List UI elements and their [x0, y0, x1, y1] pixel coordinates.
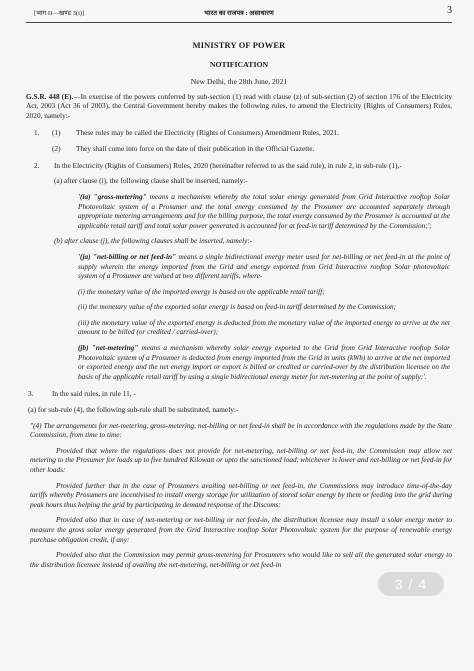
ministry-heading: MINISTRY OF POWER	[192, 41, 286, 50]
rule-2	[26, 161, 452, 171]
proviso-4: Provided also that the Commission may permit gross-metering for Prosumers who would like to sell all the generated solar energy to the distribution licensee instead of availing the net-metering, net-billing or net feed-in	[30, 550, 452, 569]
rule-1-number: 1.	[34, 127, 40, 137]
rule-3-text: In the said rules, in rule 11, -	[52, 389, 136, 399]
definition-gross-metering-term: '(ia) "gross-metering"	[78, 191, 147, 201]
definition-gross-metering-text: means a mechanism whereby the total solar energy generated from Grid Interactive rooftop Solar Photovoltaic system of a Prosumer and the total energy consumed by the Prosumer are accounted separately through appropriate metering arrangements and for the billing purpose, the total energy consumed by the Prosumer is accounted at the applicable retail tariff and total solar power generated is accounted for at feed-in tariff determined by the Commission;';	[78, 191, 450, 230]
proviso-2: Provided further that in the case of Prosumers availing net-billing or net feed-in, the Commissions may introduce time-of-the-day tariffs whereby Prosumers are incentivised to install energy storage for utilization of stored solar energy by them or feeding into the grid during peak hours thus helping the grid by participating in demand response of the Discoms:	[30, 480, 452, 509]
definition-net-metering-text: means a mechanism whereby solar energy exported to the Grid from Grid Interactive rooftop Solar Photovoltaic system of a Prosumer is deducted from energy imported from the Grid in units (kWh) to arrive at the net imported or exported energy and the net energy import or export is billed or credited or carried-over by the distribution licensee on the basis of the applicable retail tariff by using a single bidirectional energy meter for net-metering at the point of supply;'.	[78, 343, 450, 381]
rule-3-number: 3.	[28, 389, 34, 399]
rule-1-sub-2-number: (2)	[52, 144, 61, 154]
definition-net-billing-text: means a single bidirectional energy meter used for net-billing or net feed-in at the point of supply wherein the energy imported from the Grid and energy exported from Grid Interactive rooftop Solar photovoltaic system of a Prosumer are valued at two different tariffs, where-	[78, 251, 450, 281]
dateline: New Delhi, the 28th June, 2021	[190, 77, 288, 87]
rule-1-sub-1	[26, 128, 452, 138]
rule-1-sub-2	[26, 144, 452, 154]
notification-heading: NOTIFICATION	[209, 59, 269, 69]
gsr-number: G.S.R. 448 (E).	[26, 91, 74, 101]
rule-1-sub-1-number: (1)	[52, 127, 61, 137]
page-indicator: 3 / 4	[378, 572, 444, 596]
definition-net-billing-term: '(ja) "net-billing or net feed-in"	[78, 251, 177, 261]
definition-net-billing-ii: (ii) the monetary value of the exported solar energy is based on feed-in tariff determined by the Commission;	[78, 302, 397, 312]
gsr-preamble	[26, 92, 452, 121]
rule-3	[26, 389, 452, 399]
clause-a-intro: (a) after clause (i), the following clause shall be inserted, namely:-	[54, 176, 248, 186]
gsr-text: —In exercise of the powers conferred by sub-section (1) read with clause (z) of sub-section (2) of section 176 of the Electricity Act, 2003 (Act 36 of 2003), the Central Government hereby makes the following rules, to amend the Electricity (Rights of Consumers) Rules, 2020, namely:-	[26, 91, 453, 120]
definition-net-billing	[26, 252, 452, 281]
part-label: [भाग II—खण्ड 3(i)]	[34, 10, 85, 17]
proviso-1: Provided that where the regulations does not provide for net-metering, net-billing or net feed-in, the Commission may allow net metering to the Prosumer for loads up to five hundred Kilowatt or upto the sanctioned load, whichever is lower and net-billing or net feed-in for other loads:	[30, 445, 452, 474]
rule-1-sub-2-text: They shall come into force on the date of their publication in the Official Gazette.	[76, 144, 315, 154]
definition-net-metering-term: (jb) "net-metering"	[78, 343, 139, 353]
clause-b-intro: (b) after clause (j), the following clauses shall be inserted, namely:-	[54, 236, 253, 246]
rule-1-sub-1-text: These rules may be called the Electricity (Rights of Consumers) Amendment Rules, 2021.	[76, 127, 340, 137]
gazette-header	[26, 0, 452, 23]
definition-net-metering	[26, 343, 452, 381]
definition-net-billing-iii: (iii) the monetary value of the exported energy is deducted from the monetary value of the imported energy to arrive at the net amount to be billed (or credited / carried-over);	[78, 317, 450, 337]
definition-gross-metering	[26, 192, 452, 230]
gazette-title: भारत का राजपत्र : असाधारण	[204, 10, 274, 17]
rule-2-text: In the Electricity (Rights of Consumers) Rules, 2020 (hereinafter referred to as the said rule), in rule 2, in sub-rule (1),-	[54, 160, 402, 170]
sub-rule-4-text: "(4) The arrangements for net-metering, gross-metering, net-billing or net feed-in shall be in accordance with the regulations made by the State Commission, from time to time:	[30, 420, 452, 440]
rule-3-clause-a: (a) for sub-rule (4), the following sub-rule shall be substituted, namely:-	[28, 405, 239, 415]
proviso-3: Provided also that in case of net-metering or net-billing or net feed-in, the distribution licensee may install a solar energy meter to measure the gross solar energy generated from the Grid Interactive rooftop Solar Photovoltaic system for the purpose of renewable energy purchase obligation credit, if any:	[30, 515, 452, 544]
definition-net-billing-i: (i) the monetary value of the imported energy is based on the applicable retail tariff;	[78, 286, 325, 296]
rule-2-number: 2.	[34, 160, 40, 170]
page-number: 3	[447, 5, 452, 16]
